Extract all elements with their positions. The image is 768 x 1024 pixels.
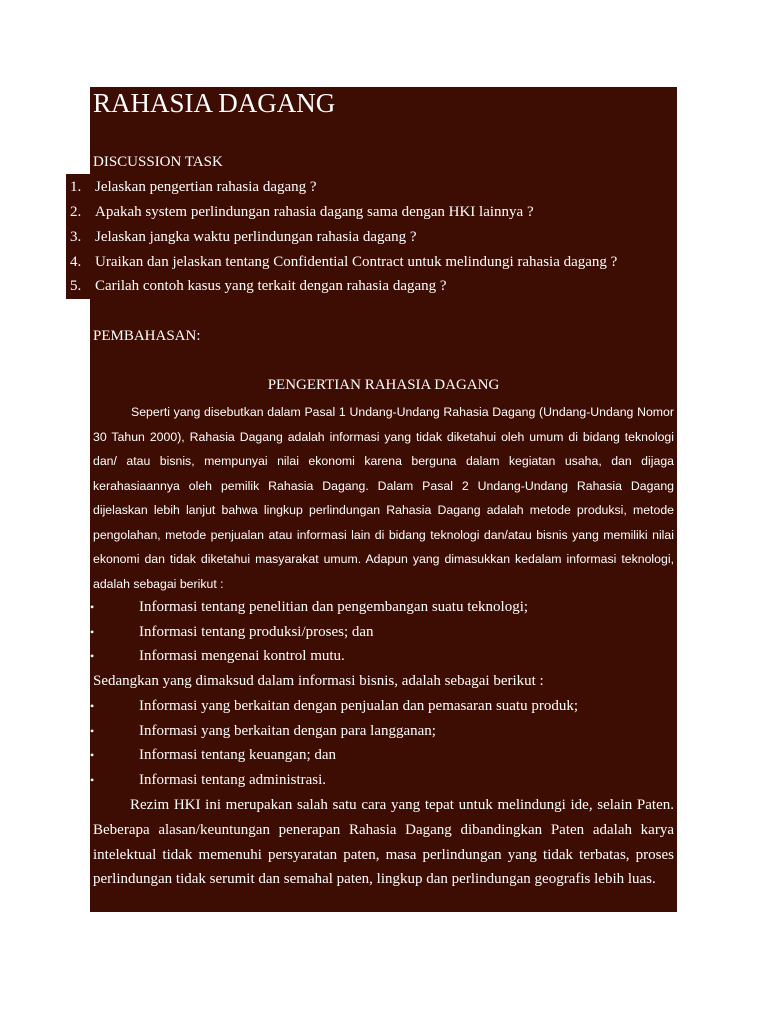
list-item <box>90 620 680 645</box>
section-title: PENGERTIAN RAHASIA DAGANG <box>267 377 500 393</box>
list-item <box>90 768 680 793</box>
business-info-list <box>90 694 680 792</box>
list-item <box>90 644 680 669</box>
bullet-icon: • <box>90 649 95 664</box>
bullet-icon: • <box>90 600 95 614</box>
business-intro: Sedangkan yang dimaksud dalam informasi bisnis, adalah sebagai berikut : <box>93 673 544 689</box>
list-item <box>90 743 680 768</box>
list-item <box>90 694 680 719</box>
item-number: 2. <box>70 204 82 220</box>
item-text: Jelaskan pengertian rahasia dagang ? <box>95 179 317 195</box>
pembahasan-label: PEMBAHASAN: <box>93 328 201 344</box>
item-text: Jelaskan jangka waktu perlindungan rahasia dagang ? <box>95 229 417 245</box>
list-item-text: Informasi tentang keuangan; dan <box>139 747 337 764</box>
list-item-text: Informasi tentang penelitian dan pengembangan suatu teknologi; <box>139 599 529 615</box>
item-text: Apakah system perlindungan rahasia dagang sama dengan HKI lainnya ? <box>95 204 534 220</box>
list-item-text: Informasi tentang produksi/proses; dan <box>139 623 374 640</box>
list-item-text: Informasi tentang administrasi. <box>139 771 327 788</box>
list-item-text: Informasi yang berkaitan dengan para langganan; <box>139 722 436 739</box>
list-item <box>90 595 680 620</box>
list-item-text: Informasi yang berkaitan dengan penjualan dan pemasaran suatu produk; <box>139 698 579 714</box>
item-number: 4. <box>70 254 82 270</box>
bullet-icon: • <box>90 723 95 738</box>
bullet-icon: • <box>90 748 95 763</box>
item-number: 1. <box>70 179 82 195</box>
item-text: Carilah contoh kasus yang terkait dengan rahasia dagang ? <box>95 278 447 294</box>
discussion-task-heading: DISCUSSION TASK <box>93 154 223 170</box>
item-number: 5. <box>70 278 82 294</box>
list-item-text: Informasi mengenai kontrol mutu. <box>139 648 345 665</box>
document-title: RAHASIA DAGANG <box>93 88 336 118</box>
bullet-icon: • <box>90 624 95 639</box>
definition-paragraph: Seperti yang disebutkan dalam Pasal 1 Undang-Undang Rahasia Dagang (Undang-Undang Nomor 30 Tahun 2000), Rahasia Dagang adalah informasi yang tidak diketahui oleh umum di bidang teknologi dan/ atau bisnis, mempunyai nilai ekonomi karena berguna dalam kegiatan usaha, dan dijaga kerahasiaannya oleh pemilik Rahasia Dagang. Dalam Pasal 2 Undang-Undang Rahasia Dagang dijelaskan lebih lanjut bahwa lingkup perlindungan Rahasia Dagang adalah metode produksi, metode pengolahan, metode penjualan atau informasi lain di bidang teknologi dan/atau bisnis yang memiliki nilai ekonomi dan tidak diketahui masyarakat umum. Adapun yang dimasukkan kedalam informasi teknologi, adalah sebagai berikut : <box>93 405 674 591</box>
item-text: Uraikan dan jelaskan tentang Confidential Contract untuk melindungi rahasia dagang ? <box>95 254 618 270</box>
tech-info-list <box>90 595 680 669</box>
bullet-icon: • <box>90 772 95 787</box>
item-number: 3. <box>70 229 82 245</box>
closing-paragraph: Rezim HKI ini merupakan salah satu cara yang tepat untuk melindungi ide, selain Paten. Beberapa alasan/keuntungan penerapan Rahasia Dagang dibandingkan Paten adalah karya intelektual tidak memenuhi persyaratan paten, masa perlindungan yang tidak terbatas, proses perlindungan tidak serumit dan semahal paten, lingkup dan perlindungan geografis lebih luas. <box>93 797 674 888</box>
list-item <box>90 719 680 744</box>
bullet-icon: • <box>90 699 95 713</box>
